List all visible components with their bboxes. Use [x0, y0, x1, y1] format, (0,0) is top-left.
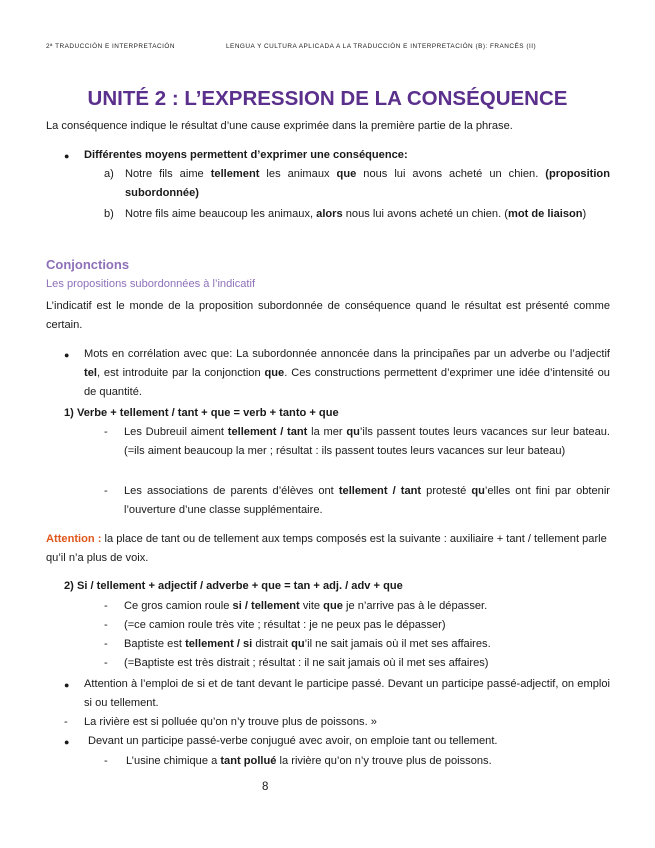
item-a-text: Notre fils aime tellement les animaux que nous lui avons acheté un chien. (proposition subordonnée) — [125, 168, 610, 199]
item-b-text: Notre fils aime beaucoup les animaux, alors nous lui avons acheté un chien. (mot de liaison) — [125, 208, 587, 220]
rule-2-example-2: (=ce camion roule très vite ; résultat : je ne peux pas le dépasser) — [124, 619, 446, 631]
dash-marker: - — [104, 638, 108, 650]
note-example-riviere: La rivière est si polluée qu’on n’y trouve plus de poissons. » — [84, 716, 377, 728]
dash-marker: - — [64, 716, 68, 728]
dash-marker: - — [104, 657, 108, 669]
page-title: UNITÉ 2 : L’EXPRESSION DE LA CONSÉQUENCE — [87, 87, 568, 110]
rule-1-example-1: Les Dubreuil aiment tellement / tant la mer qu’ils passent toutes leurs vacances sur leur bateau. (=ils aiment beaucoup la mer ; résultat : ils passent toutes leurs vacances sur leur bateau) — [124, 426, 610, 457]
note-participe-verbe: Devant un participe passé-verbe conjugué avec avoir, on emploie tant ou tellement. — [88, 735, 498, 747]
header-course: 2ª TRADUCCIÓN E INTERPRETACIÓN — [46, 43, 175, 50]
rule-1-example-2: Les associations de parents d’élèves ont tellement / tant protesté qu’elles ont fini par obtenir l’ouverture d’une classe supplémentaire. — [124, 485, 611, 516]
bullet-icon: ● — [64, 151, 70, 161]
correlation-paragraph: Mots en corrélation avec que: La subordonnée annoncée dans la principañes par un adverbe ou l’adjectif tel, est introduite par la conjonction que. Ces constructions permettent d’exprimer une idée d’intensité ou de quantité. — [84, 348, 610, 398]
bullet-icon: ● — [64, 737, 70, 747]
bullet-icon: ● — [64, 680, 70, 690]
dash-marker: - — [104, 600, 108, 612]
dash-marker: - — [104, 619, 108, 631]
dash-marker: - — [104, 755, 108, 767]
intro-paragraph: La conséquence indique le résultat d’une cause exprimée dans la première partie de la phrase. — [46, 120, 513, 132]
indicatif-paragraph: L’indicatif est le monde de la proposition subordonnée de conséquence quand le résultat est présenté comme certain. — [46, 300, 610, 331]
rule-2-example-4: (=Baptiste est très distrait ; résultat : il ne sait jamais où il met ses affaires) — [124, 657, 489, 669]
means-heading: Différentes moyens permettent d’exprimer une conséquence: — [84, 149, 408, 161]
dash-marker: - — [104, 485, 108, 497]
dash-marker: - — [104, 426, 108, 438]
header-subject: LENGUA Y CULTURA APLICADA A LA TRADUCCIÓN E INTERPRETACIÓN (B): FRANCÉS (II) — [226, 43, 537, 50]
page-number: 8 — [262, 781, 269, 793]
attention-label: Attention : — [46, 533, 102, 545]
attention-paragraph: Attention : la place de tant ou de tellement aux temps composés est la suivante : auxiliaire + tant / tellement parle qu’il n’a plus de voix. — [46, 533, 607, 564]
item-b-marker: b) — [104, 208, 114, 220]
section-subheading: Les propositions subordonnées à l’indicatif — [46, 278, 256, 290]
rule-2-example-3: Baptiste est tellement / si distrait qu’il ne sait jamais où il met ses affaires. — [124, 638, 491, 650]
note-example-usine: L’usine chimique a tant pollué la rivière qu’on n’y trouve plus de poissons. — [126, 755, 492, 767]
rule-1-heading: 1) Verbe + tellement / tant + que = verb + tanto + que — [64, 407, 339, 419]
bullet-icon: ● — [64, 350, 70, 360]
rule-2-heading: 2) Si / tellement + adjectif / adverbe + que = tan + adj. / adv + que — [64, 580, 403, 592]
item-a-marker: a) — [104, 168, 114, 180]
rule-2-example-1: Ce gros camion roule si / tellement vite que je n’arrive pas à le dépasser. — [124, 600, 488, 612]
section-heading-conjonctions: Conjonctions — [46, 257, 130, 272]
note-participe-adjectif: Attention à l’emploi de si et de tant devant le participe passé. Devant un participe passé-adjectif, on emploi si ou tellement. — [84, 678, 610, 709]
